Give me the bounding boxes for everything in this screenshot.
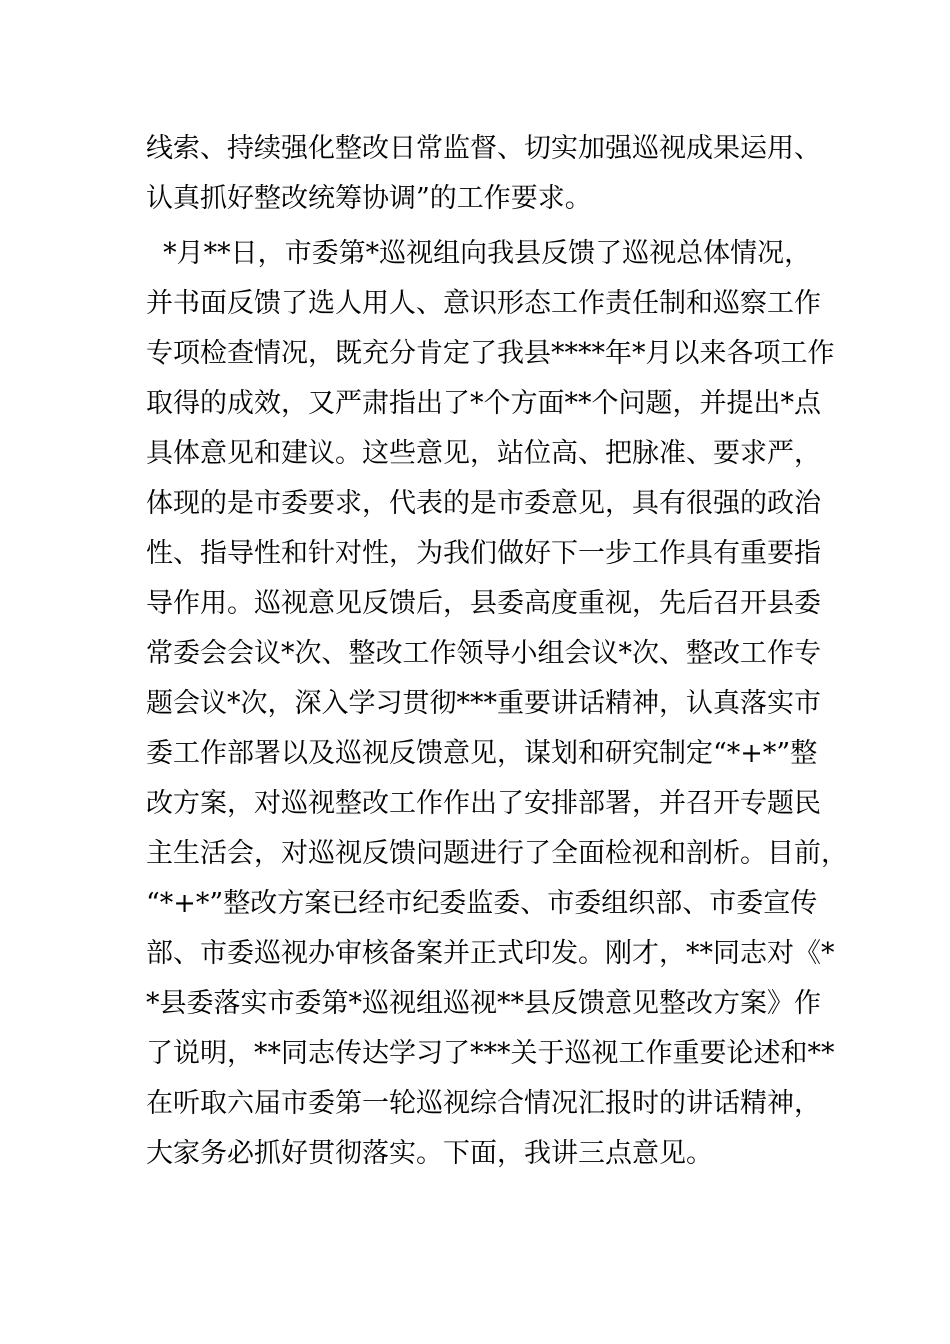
paragraph-2 [146, 229, 848, 1179]
text-line: 专项检查情况，既充分肯定了我县****年*月以来各项工作 [146, 338, 835, 369]
text-line: 具体意见和建议。这些意见，站位高、把脉准、要求严， [146, 438, 821, 469]
text-line: 部、市委巡视办审核备案并正式印发。刚才，**同志对《* [146, 938, 835, 969]
text-line: 大家务必抓好贯彻落实。下面，我讲三点意见。 [146, 1138, 713, 1169]
text-line: 在听取六届市委第一轮巡视综合情况汇报时的讲话精神， [146, 1088, 821, 1119]
text-line: 线索、持续强化整改日常监督、切实加强巡视成果运用、 [146, 133, 821, 164]
text-line: 常委会会议*次、整改工作领导小组会议*次、整改工作专 [146, 638, 821, 669]
text-line: *县委落实市委第*巡视组巡视**县反馈意见整改方案》作 [146, 988, 821, 1019]
text-line: 认真抓好整改统筹协调”的工作要求。 [146, 183, 592, 214]
text-line: “*+*”整改方案已经市纪委监委、市委组织部、市委宣传 [146, 888, 818, 919]
paragraph-1 [146, 124, 821, 224]
document-body [146, 124, 848, 1179]
text-line: 体现的是市委要求，代表的是市委意见，具有很强的政治 [146, 488, 821, 519]
text-line: 导作用。巡视意见反馈后，县委高度重视，先后召开县委 [146, 588, 821, 619]
text-line: 性、指导性和针对性，为我们做好下一步工作具有重要指 [146, 538, 821, 569]
text-line: *月**日，市委第*巡视组向我县反馈了巡视总体情况， [146, 238, 812, 269]
text-line: 了说明，**同志传达学习了***关于巡视工作重要论述和** [146, 1038, 835, 1069]
text-line: 主生活会，对巡视反馈问题进行了全面检视和剖析。目前， [146, 838, 848, 869]
text-line: 委工作部署以及巡视反馈意见，谋划和研究制定“*+*”整 [146, 738, 818, 769]
text-line: 改方案，对巡视整改工作作出了安排部署，并召开专题民 [146, 788, 821, 819]
text-line: 取得的成效，又严肃指出了*个方面**个问题，并提出*点 [146, 388, 821, 419]
text-line: 题会议*次，深入学习贯彻***重要讲话精神，认真落实市 [146, 688, 821, 719]
text-line: 并书面反馈了选人用人、意识形态工作责任制和巡察工作 [146, 288, 821, 319]
